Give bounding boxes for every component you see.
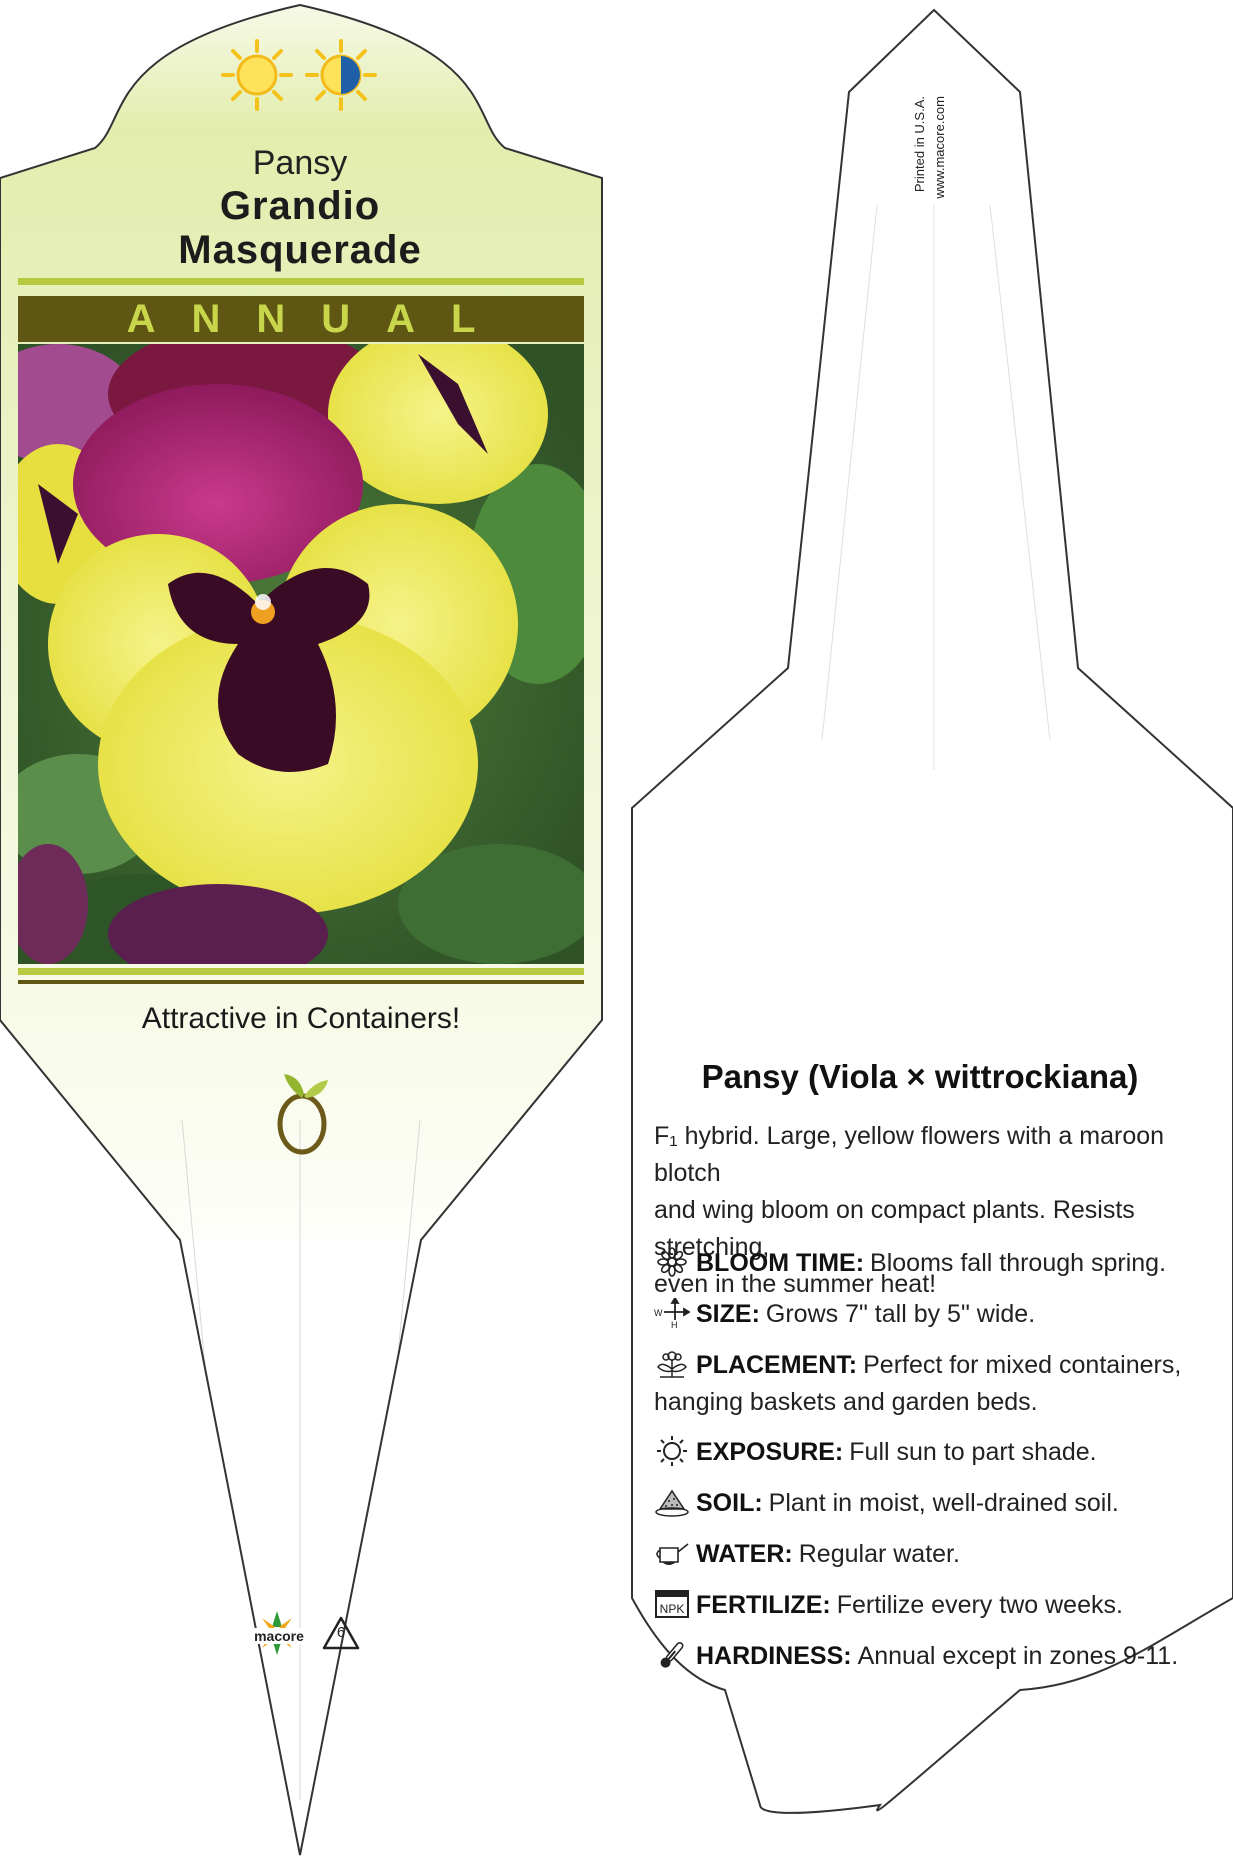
care-label: SIZE: — [696, 1300, 760, 1328]
size-arrows-icon — [654, 1298, 690, 1328]
description-line: and wing bloom on compact plants. Resists stretching, — [654, 1196, 1135, 1261]
pansy-photo — [18, 344, 584, 964]
care-text: Grows 7" tall by 5" wide. — [765, 1300, 1036, 1328]
care-label: EXPOSURE: — [696, 1438, 844, 1466]
svg-text:W: W — [654, 1308, 663, 1318]
npk-icon — [654, 1589, 690, 1619]
care-exposure — [654, 1434, 1233, 1471]
care-label: BLOOM TIME: — [696, 1249, 865, 1277]
care-text-continued: hanging baskets and garden beds. — [654, 1388, 1038, 1416]
olive-divider — [18, 980, 584, 984]
part-shade-sun-icon — [307, 41, 375, 109]
variety-name-line2: Masquerade — [178, 228, 422, 272]
care-text: Annual except in zones 9-11. — [857, 1642, 1179, 1670]
care-text: Blooms fall through spring. — [870, 1249, 1167, 1277]
macore-logo-text: macore — [244, 1628, 314, 1644]
svg-text:H: H — [671, 1320, 678, 1328]
care-placement — [654, 1347, 1233, 1421]
sun-outline-icon — [654, 1436, 690, 1466]
care-soil — [654, 1485, 1233, 1522]
variety-name-line1: Grandio — [219, 184, 381, 228]
care-text: Perfect for mixed containers, — [863, 1351, 1182, 1379]
care-label: PLACEMENT: — [696, 1351, 858, 1379]
care-bloom-time — [654, 1245, 1233, 1282]
thermometer-icon — [654, 1640, 690, 1670]
description-line: F₁ hybrid. Large, yellow flowers with a maroon blotch — [654, 1122, 1165, 1187]
care-label: WATER: — [696, 1540, 793, 1568]
description-line: even in the summer heat! — [654, 1270, 937, 1298]
tagline: Attractive in Containers! — [141, 1002, 461, 1035]
care-text: Fertilize every two weeks. — [836, 1591, 1123, 1619]
care-text: Full sun to part shade. — [849, 1438, 1097, 1466]
care-hardiness — [654, 1638, 1233, 1675]
care-label: HARDINESS: — [696, 1642, 852, 1670]
care-text: Regular water. — [798, 1540, 960, 1568]
printed-in: Printed in U.S.A. — [912, 96, 927, 193]
print-info — [912, 96, 956, 246]
care-label: SOIL: — [696, 1489, 763, 1517]
annual-band: ANNUAL — [18, 296, 584, 342]
care-size — [654, 1296, 1233, 1333]
care-text: Plant in moist, well-drained soil. — [768, 1489, 1119, 1517]
lime-divider-top — [18, 278, 584, 285]
soil-icon — [654, 1487, 690, 1517]
website: www.macore.com — [932, 96, 947, 199]
full-sun-icon — [223, 41, 291, 109]
flower-icon — [654, 1247, 690, 1277]
svg-text:NPK: NPK — [659, 1602, 685, 1616]
care-water — [654, 1536, 1233, 1573]
exposure-icons — [220, 38, 380, 112]
watering-can-icon — [654, 1538, 690, 1568]
species-title: Pansy (Viola × wittrockiana) — [701, 1058, 1139, 1095]
sprout-icon — [270, 1068, 334, 1156]
lime-divider-bottom — [18, 968, 584, 975]
care-label: FERTILIZE: — [696, 1591, 831, 1619]
plant-type: Pansy — [252, 144, 348, 182]
placement-icon — [654, 1349, 690, 1379]
care-fertilize — [654, 1587, 1233, 1624]
recycle-code: 6 — [336, 1624, 346, 1641]
